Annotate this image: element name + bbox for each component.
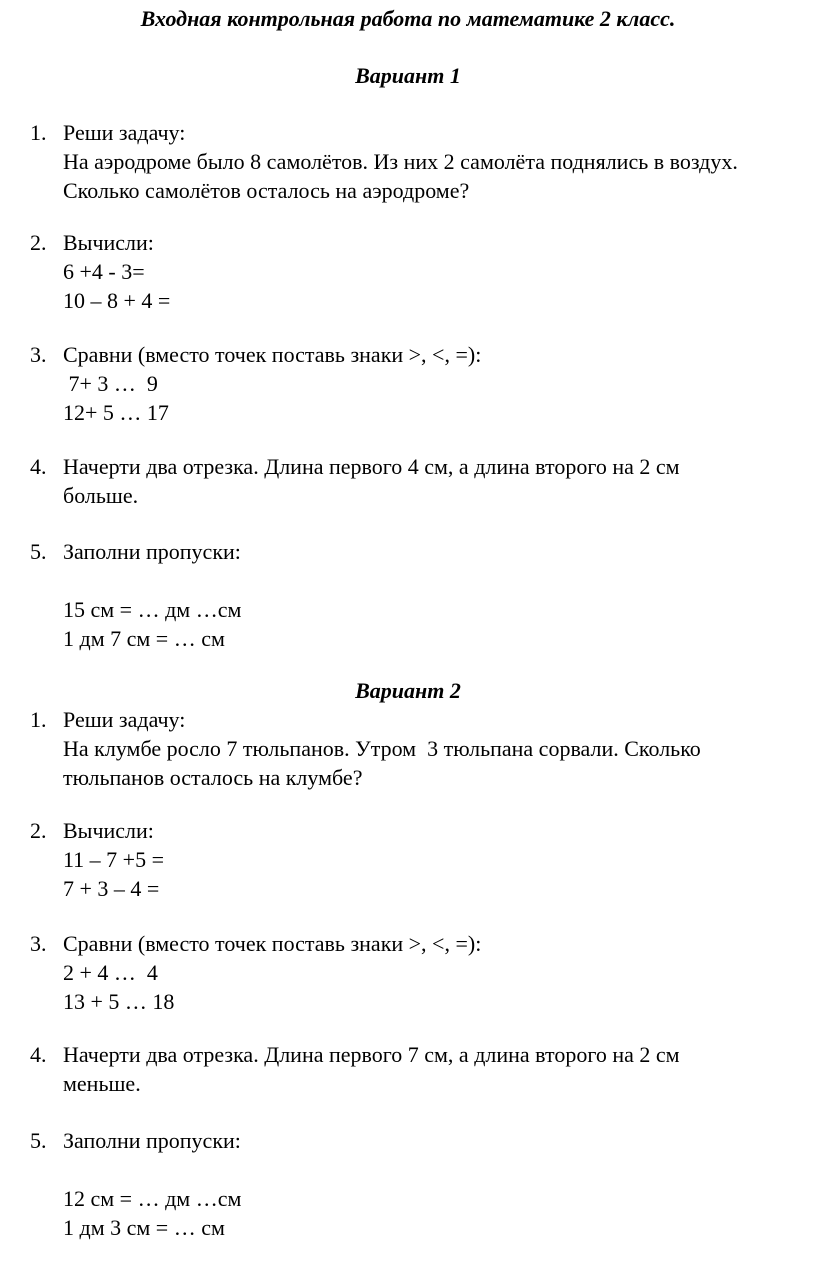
task-prompt: Вычисли: (63, 230, 154, 255)
task-prompt: Начерти два отрезка. Длина первого 4 см, а длина второго на 2 см (63, 454, 680, 479)
task-number: 2. (30, 230, 47, 255)
v2-task-5 (30, 1126, 810, 1242)
task-prompt: Реши задачу: (63, 120, 186, 145)
v1-task-5 (30, 537, 810, 653)
task-number: 1. (30, 120, 47, 145)
task-prompt: Заполни пропуски: (63, 1128, 241, 1153)
task-line: 15 см = … дм …см (63, 597, 242, 622)
task-prompt: Сравни (вместо точек поставь знаки >, <, =): (63, 931, 482, 956)
task-line: тюльпанов осталось на клумбе? (63, 765, 363, 790)
task-line: 10 – 8 + 4 = (63, 288, 171, 313)
task-line: 2 + 4 … 4 (63, 960, 158, 985)
task-line: 12+ 5 … 17 (63, 400, 169, 425)
v1-task-2 (30, 228, 810, 315)
task-line: 7+ 3 … 9 (63, 371, 158, 396)
task-number: 4. (30, 454, 47, 479)
task-line: меньше. (63, 1071, 141, 1096)
task-number: 3. (30, 342, 47, 367)
v1-task-3 (30, 340, 810, 427)
task-number: 3. (30, 931, 47, 956)
task-line: 6 +4 - 3= (63, 259, 145, 284)
task-prompt: Реши задачу: (63, 707, 186, 732)
task-prompt: Сравни (вместо точек поставь знаки >, <, =): (63, 342, 482, 367)
task-line: 11 – 7 +5 = (63, 847, 164, 872)
task-prompt: Заполни пропуски: (63, 539, 241, 564)
task-number: 4. (30, 1042, 47, 1067)
task-number: 5. (30, 539, 47, 564)
task-line: 7 + 3 – 4 = (63, 876, 160, 901)
v2-task-1 (30, 705, 810, 792)
task-line: На клумбе росло 7 тюльпанов. Утром 3 тюльпана сорвали. Сколько (63, 736, 701, 761)
task-number: 1. (30, 707, 47, 732)
task-prompt: Вычисли: (63, 818, 154, 843)
v2-task-4 (30, 1040, 810, 1098)
task-prompt: Начерти два отрезка. Длина первого 7 см, а длина второго на 2 см (63, 1042, 680, 1067)
task-line: На аэродроме было 8 самолётов. Из них 2 самолёта поднялись в воздух. (63, 149, 738, 174)
task-number: 5. (30, 1128, 47, 1153)
task-number: 2. (30, 818, 47, 843)
variant-2-title: Вариант 2 (355, 678, 461, 703)
document-title: Входная контрольная работа по математике 2 класс. (140, 6, 676, 31)
v2-task-3 (30, 929, 810, 1016)
v2-task-2 (30, 816, 810, 903)
task-line: 1 дм 7 см = … см (63, 626, 225, 651)
task-line: 1 дм 3 см = … см (63, 1215, 225, 1240)
variant-1-title: Вариант 1 (355, 63, 461, 88)
task-line: 12 см = … дм …см (63, 1186, 242, 1211)
task-line: Сколько самолётов осталось на аэродроме? (63, 178, 470, 203)
v1-task-1 (30, 118, 810, 205)
task-line: 13 + 5 … 18 (63, 989, 175, 1014)
task-line: больше. (63, 483, 139, 508)
v1-task-4 (30, 452, 810, 510)
